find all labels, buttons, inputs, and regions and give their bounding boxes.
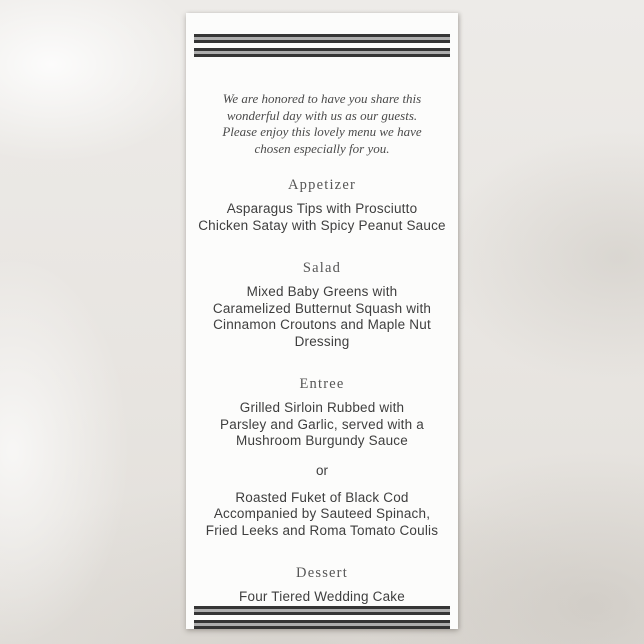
stripe-band [194, 606, 450, 615]
menu-card [186, 13, 458, 629]
menu-line: Caramelized Butternut Squash with [212, 300, 432, 316]
intro-message [196, 91, 448, 157]
menu-line: Fried Leeks and Roma Tomato Coulis [205, 522, 439, 538]
menu-line: Cinnamon Croutons and Maple Nut Dressing [213, 317, 431, 349]
intro-line: Please enjoy this lovely menu we have [222, 124, 422, 139]
menu-line: Mixed Baby Greens with [246, 284, 398, 299]
section-heading-dessert: Dessert [296, 565, 348, 581]
menu-line: Grilled Sirloin Rubbed with [239, 400, 405, 415]
stripe-band [194, 620, 450, 629]
section-heading-salad: Salad [302, 260, 342, 276]
intro-line: chosen especially for you. [254, 140, 390, 156]
intro-line: wonderful day with us as our guests. [226, 107, 418, 123]
entree-or-separator: or [315, 462, 328, 478]
menu-line: Parsley and Garlic, served with a [220, 416, 424, 432]
menu-line: Four Tiered Wedding Cake [239, 589, 405, 604]
course-entree-option2 [186, 490, 458, 540]
intro-line: We are honored to have you share this [222, 91, 422, 106]
menu-line: Chicken Satay with Spicy Peanut Sauce [198, 217, 446, 233]
course-dessert [186, 589, 458, 606]
menu-line: Mushroom Burgundy Sauce [236, 433, 408, 448]
course-appetizer [186, 201, 458, 234]
stripe-border-top [194, 34, 450, 57]
menu-line: Roasted Fuket of Black Cod [235, 489, 409, 505]
course-entree-option1 [186, 400, 458, 450]
stripe-band [194, 48, 450, 57]
section-heading-entree: Entree [299, 376, 345, 392]
stripe-band [194, 34, 450, 43]
menu-line: Asparagus Tips with Prosciutto [226, 201, 418, 216]
stripe-border-bottom [194, 606, 450, 629]
menu-line: Accompanied by Sauteed Spinach, [213, 506, 431, 521]
menu-content [186, 57, 458, 606]
section-heading-appetizer: Appetizer [288, 177, 356, 193]
course-salad [186, 284, 458, 350]
